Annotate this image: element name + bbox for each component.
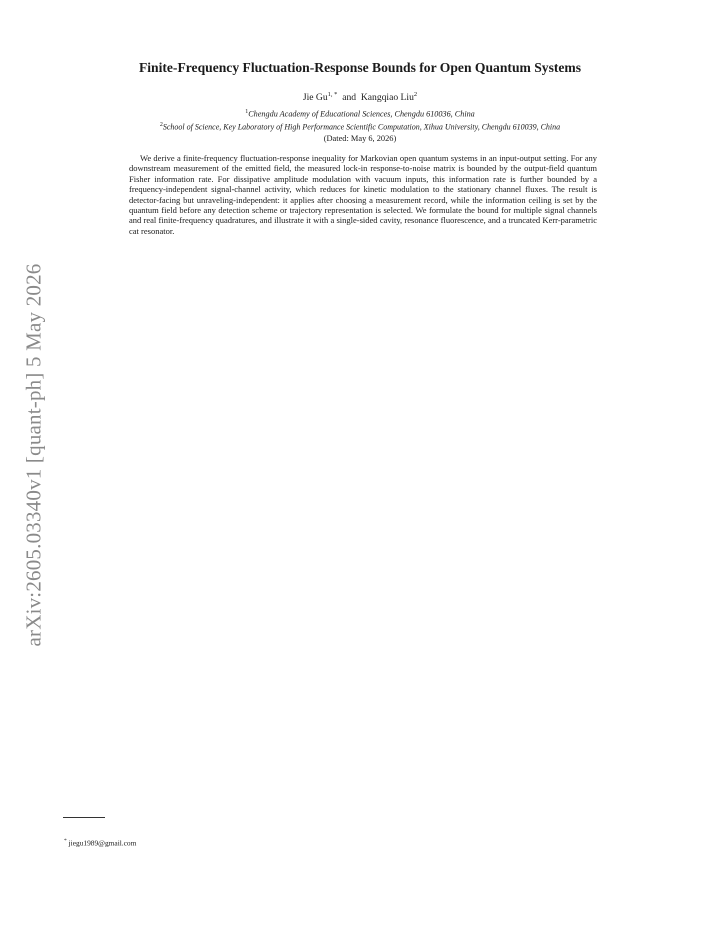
affiliation-text: School of Science, Key Laboratory of High Performance Scientific Computation, Xihua University, Chengdu 610039, China [162,122,561,132]
author-line [0,91,720,103]
footnote-divider [63,817,105,818]
affiliation-mark: 2 [159,122,163,128]
author-name: Kangqiao Liu [360,92,414,104]
affiliation-1 [0,109,720,119]
author-affiliation-mark: 1, * [327,91,338,98]
affiliation-text: Chengdu Academy of Educational Sciences, Chengdu 610036, China [248,109,475,119]
affiliation-2 [0,122,720,132]
paper-title: Finite-Frequency Fluctuation-Response Bounds for Open Quantum Systems [138,60,582,75]
dated-line: (Dated: May 6, 2026) [323,134,397,143]
arxiv-side-stamp [14,250,54,660]
author-connector: and [342,92,357,104]
arxiv-identifier: arXiv:2605.03340v1 [quant-ph] 5 May 2026 [21,263,46,647]
affiliation-mark: 1 [245,109,249,115]
footnote-mark: * [64,838,67,844]
author-name: Jie Gu [302,92,328,104]
footnote-email[interactable]: jiegu1989@gmail.com [68,838,137,848]
footnote [64,838,136,847]
abstract: We derive a finite-frequency fluctuation-response inequality for Markovian open quantum systems in an input-output setting. For any downstream measurement of the emitted field, the measured lock-in response-to-noise matrix is bounded by the output-field quantum Fisher information rate. For dissipative amplitude modulation with vacuum inputs, this information rate is further bounded by a frequency-independent signal-channel activity, which reduces for kinetic modulation to the stationary channel fluxes. The result is detector-facing but unraveling-independent: it applies after choosing a measurement record, while the information ceiling is set by the quantum field before any detection scheme or trajectory representation is selected. We formulate the bound for multiple signal channels and real finite-frequency quadratures, and illustrate it with a single-sided cavity, resonance fluorescence, and a truncated Kerr-parametric cat resonator. [129,153,597,236]
author-affiliation-mark: 2 [413,91,418,98]
